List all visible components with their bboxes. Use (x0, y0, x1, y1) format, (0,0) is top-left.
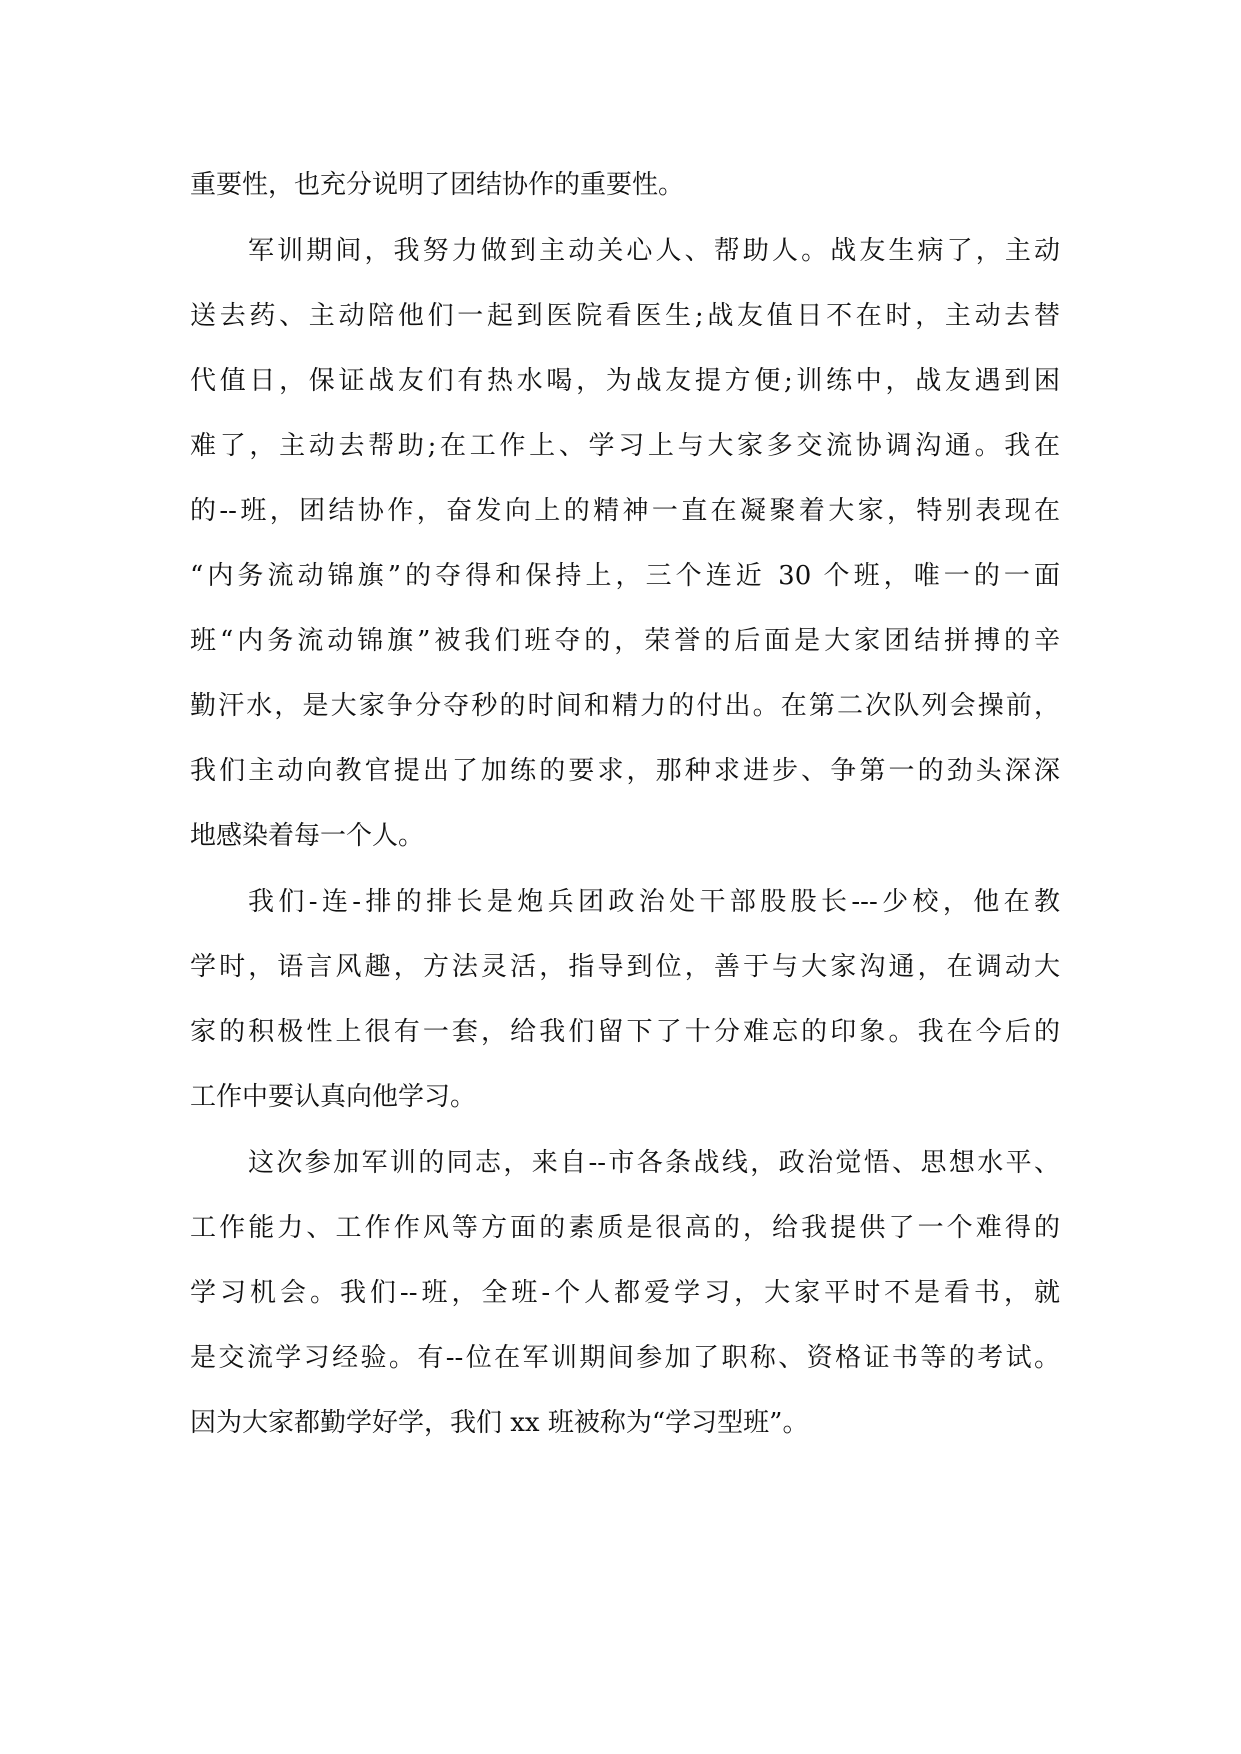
text-line-16: 这次参加军训的同志，来自--市各条战线，政治觉悟、思想水平、 (248, 1148, 1060, 1178)
text-line-3: 送去药、主动陪他们一起到医院看医生;战友值日不在时，主动去替 (190, 301, 1060, 331)
text-line-10: 我们主动向教官提出了加练的要求，那种求进步、争第一的劲头深深 (190, 756, 1060, 786)
text-line-17: 工作能力、工作作风等方面的素质是很高的，给我提供了一个难得的 (190, 1213, 1060, 1243)
text-line-8: 班“内务流动锦旗”被我们班夺的，荣誉的后面是大家团结拼搏的辛 (190, 626, 1060, 656)
text-line-7: “内务流动锦旗”的夺得和保持上，三个连近 30 个班，唯一的一面 (190, 561, 1060, 591)
text-line-18: 学习机会。我们--班，全班-个人都爱学习，大家平时不是看书，就 (190, 1278, 1060, 1308)
text-line-14: 家的积极性上很有一套，给我们留下了十分难忘的印象。我在今后的 (190, 1017, 1060, 1047)
text-line-6: 的--班，团结协作，奋发向上的精神一直在凝聚着大家，特别表现在 (190, 496, 1060, 526)
text-line-4: 代值日，保证战友们有热水喝，为战友提方便;训练中，战友遇到困 (190, 366, 1060, 396)
text-line-19: 是交流学习经验。有--位在军训期间参加了职称、资格证书等的考试。 (190, 1343, 1060, 1373)
text-line-20: 因为大家都勤学好学，我们 xx 班被称为“学习型班”。 (190, 1408, 809, 1438)
text-line-15: 工作中要认真向他学习。 (190, 1082, 477, 1112)
text-line-12: 我们-连-排的排长是炮兵团政治处干部股股长---少校，他在教 (248, 887, 1060, 917)
text-line-9: 勤汗水，是大家争分夺秒的时间和精力的付出。在第二次队列会操前， (190, 691, 1060, 721)
text-line-1: 重要性，也充分说明了团结协作的重要性。 (190, 170, 685, 200)
text-line-11: 地感染着每一个人。 (190, 821, 425, 851)
text-line-5: 难了，主动去帮助;在工作上、学习上与大家多交流协调沟通。我在 (190, 431, 1060, 461)
text-line-2: 军训期间，我努力做到主动关心人、帮助人。战友生病了，主动 (248, 236, 1060, 266)
text-line-13: 学时，语言风趣，方法灵活，指导到位，善于与大家沟通，在调动大 (190, 952, 1060, 982)
